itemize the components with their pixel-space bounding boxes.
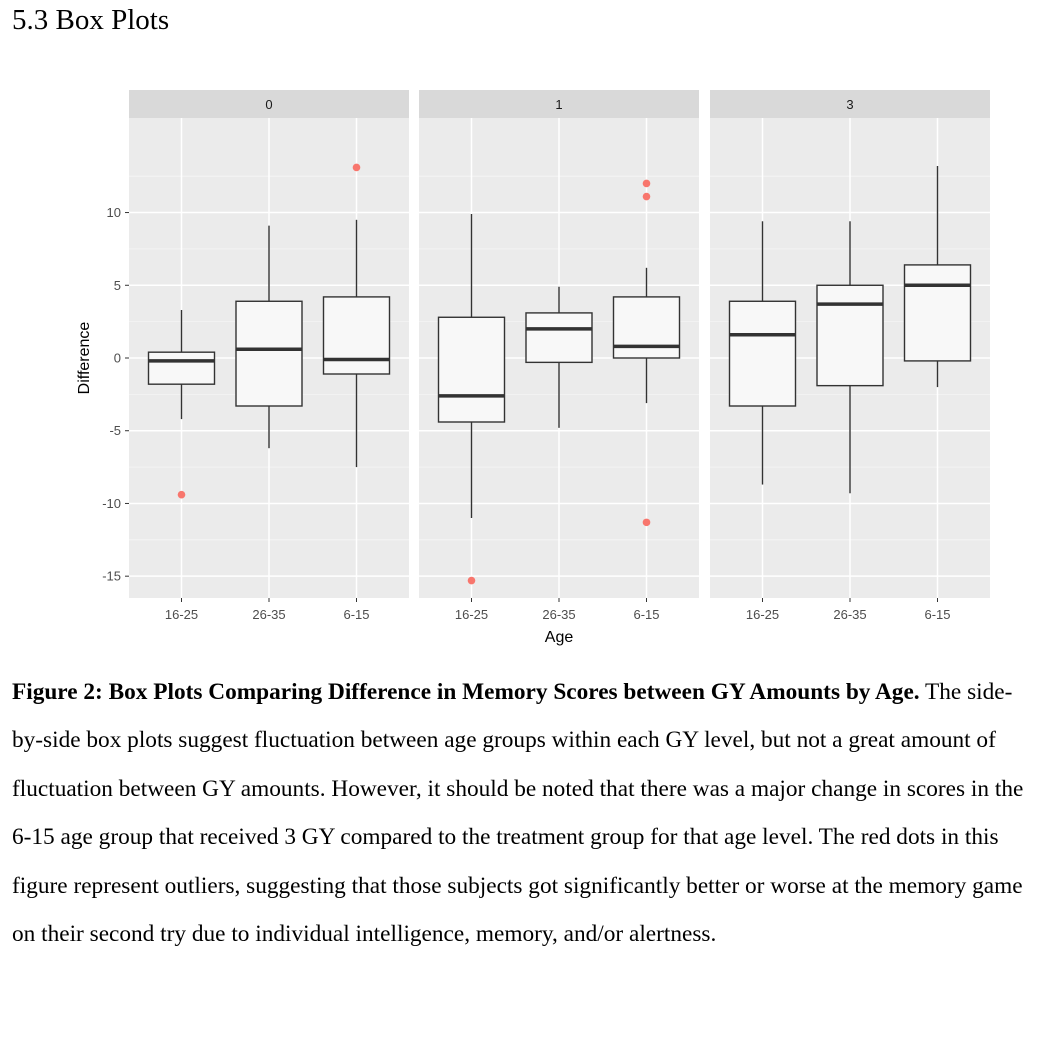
figure-caption-text: The side-by-side box plots suggest fluctuation between age groups within each GY level, but not a great amount of fluctuation between GY amounts. However, it should be noted that there was a major change in scores in the 6-15 age group that received 3 GY compared to the treatment group for that age level. The red dots in this figure represent outliers, suggesting that those subjects got significantly better or worse at the memory game on their second try due to individual intelligence, memory, and/or alertness.: [12, 679, 1024, 948]
x-tick-label: 26-35: [833, 607, 867, 622]
box-iqr: [324, 297, 390, 374]
y-tick-label: 5: [113, 277, 121, 293]
x-axis-title: Age: [544, 629, 574, 646]
x-tick-label: 16-25: [454, 607, 489, 622]
x-tick-label: 6-15: [924, 607, 951, 622]
y-tick-label: -5: [109, 423, 121, 439]
outlier-point: [643, 519, 651, 527]
section-heading: 5.3 Box Plots: [12, 4, 170, 36]
outlier-point: [643, 193, 651, 201]
box-iqr: [905, 265, 971, 361]
figure-caption: [12, 668, 1042, 958]
box-iqr: [236, 301, 302, 406]
box-iqr: [817, 285, 883, 385]
figure-caption-title: Figure 2: Box Plots Comparing Difference in Memory Scores between GY Amounts by Age.: [12, 679, 920, 705]
outlier-point: [178, 491, 186, 499]
box-iqr: [439, 317, 505, 422]
facet-strip-label: 1: [555, 97, 563, 112]
x-tick-label: 26-35: [542, 607, 576, 622]
facet-panel-0: [129, 90, 409, 622]
x-tick-label: 16-25: [745, 607, 780, 622]
facet-strip-label: 3: [846, 97, 854, 112]
x-tick-label: 6-15: [633, 607, 660, 622]
facet-strip-label: 0: [265, 97, 273, 112]
box-iqr: [526, 313, 592, 362]
y-axis-title: Difference: [76, 321, 93, 395]
box-iqr: [149, 352, 215, 384]
outlier-point: [643, 180, 651, 188]
facet-panel-1: [419, 90, 699, 622]
box-iqr: [730, 301, 796, 406]
x-tick-label: 26-35: [252, 607, 286, 622]
y-tick-label: -15: [102, 568, 121, 584]
y-tick-label: 0: [113, 350, 121, 366]
y-tick-label: -10: [102, 495, 121, 511]
facet-panel-3: [710, 90, 990, 622]
x-tick-label: 16-25: [164, 607, 199, 622]
y-tick-label: 10: [106, 205, 121, 221]
box-iqr: [614, 297, 680, 358]
outlier-point: [353, 164, 361, 172]
x-tick-label: 6-15: [343, 607, 370, 622]
outlier-point: [468, 577, 476, 585]
